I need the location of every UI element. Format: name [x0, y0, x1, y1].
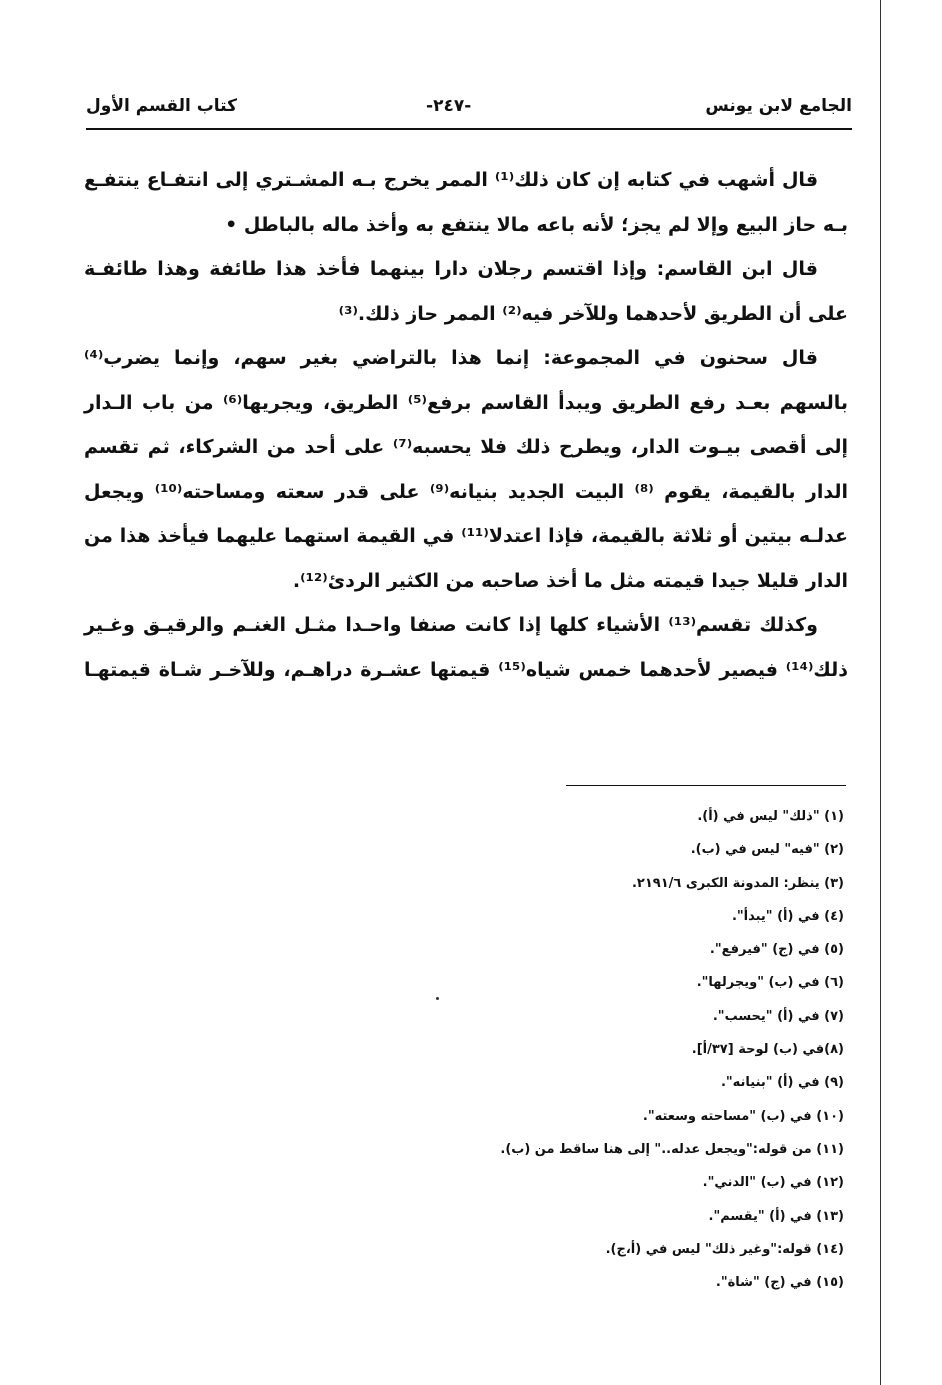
section-title: كتاب القسم الأول: [86, 96, 238, 116]
header-rule: [86, 128, 852, 130]
footnote: (٤) في (أ) "يبدأ".: [731, 908, 844, 924]
footnote: (٢) "فيه" ليس في (ب).: [690, 842, 844, 858]
footnote: (٨)في (ب) لوحة [٣٧/أ].: [691, 1042, 844, 1058]
footnote: (١١) من قوله:"ويجعل عدله.." إلى هنا ساقط من (ب).: [500, 1141, 844, 1157]
footnotes-list: [244, 800, 844, 1299]
main-text: [84, 158, 848, 692]
paragraph: قال سحنون في المجموعة: إنما هذا بالتراضي بغير سهم، وإنما يضرب⁽⁴⁾ بالسهم بعـد رفع الطريق ويبدأ القاسم برفع⁽⁵⁾ الطريق، ويجريها⁽⁶⁾ من باب الـدار إلى أقصى بيـوت الدار، ويطرح ذلك فلا يحسبه⁽⁷⁾ على أحد من الشركاء، ثم تقسم الدار بالقيمة، يقوم ⁽⁸⁾ البيت الجديد بنيانه⁽⁹⁾ على قدر سعته ومساحته⁽¹⁰⁾ ويجعل عدلـه بيتين أو ثلاثة بالقيمة، فإذا اعتدلا⁽¹¹⁾ في القيمة استهما عليهما فيأخذ هذا من الدار قليلا جيدا قيمته مثل ما أخذ صاحبه من الكثير الردئ⁽¹²⁾.: [84, 347, 849, 592]
book-title: الجامع لابن يونس: [705, 96, 852, 116]
footnote: (١٥) في (ج) "شاة".: [715, 1275, 844, 1291]
footnote-separator: [566, 785, 846, 786]
paragraph: وكذلك تقسم⁽¹³⁾ الأشياء كلها إذا كانت صنفا واحـدا مثـل الغنـم والرقيـق وغـير ذلك⁽¹⁴⁾ فيصير لأحدهما خمس شياه⁽¹⁵⁾ قيمتها عشـرة دراهـم، وللآخـر شـاة قيمتهـا: [84, 614, 848, 681]
paragraph: قال أشهب في كتابه إن كان ذلك⁽¹⁾ الممر يخرج بـه المشـتري إلى انتفـاع ينتفـع بـه حاز البيع وإلا لم يجز؛ لأنه باعه مالا ينتفع به وأخذ ماله بالباطل •: [84, 169, 848, 236]
footnote: (٧) في (أ) "يحسب".: [712, 1008, 844, 1024]
page-number: -٢٤٧-: [426, 96, 472, 116]
footnote: (٣) ينظر: المدونة الكبرى ٢١٩١/٦.: [631, 875, 844, 891]
footnote: (١٢) في (ب) "الدني".: [702, 1175, 844, 1191]
footnote: (١٠) في (ب) "مساحته وسعته".: [642, 1108, 844, 1124]
footnote: (١٣) في (أ) "يقسم".: [708, 1208, 844, 1224]
footnote: (٦) في (ب) "ويجرلها".: [696, 975, 844, 991]
scan-speck: [436, 997, 439, 1000]
page-edge-line: [880, 0, 881, 1385]
footnote: (١٤) قوله:"وغير ذلك" ليس في (أ،ج).: [605, 1241, 844, 1257]
paragraph: قال ابن القاسم: وإذا اقتسم رجلان دارا بينهما فأخذ هذا طائفة وهذا طائفـة على أن الطريق لأحدهما وللآخر فيه⁽²⁾ الممر حاز ذلك.⁽³⁾: [84, 258, 848, 325]
footnote: (٩) في (أ) "بنيانه".: [720, 1075, 844, 1091]
running-header: [86, 96, 852, 126]
footnote: (٥) في (ج) "فيرفع".: [709, 942, 844, 958]
footnote: (١) "ذلك" ليس في (أ).: [697, 809, 844, 824]
